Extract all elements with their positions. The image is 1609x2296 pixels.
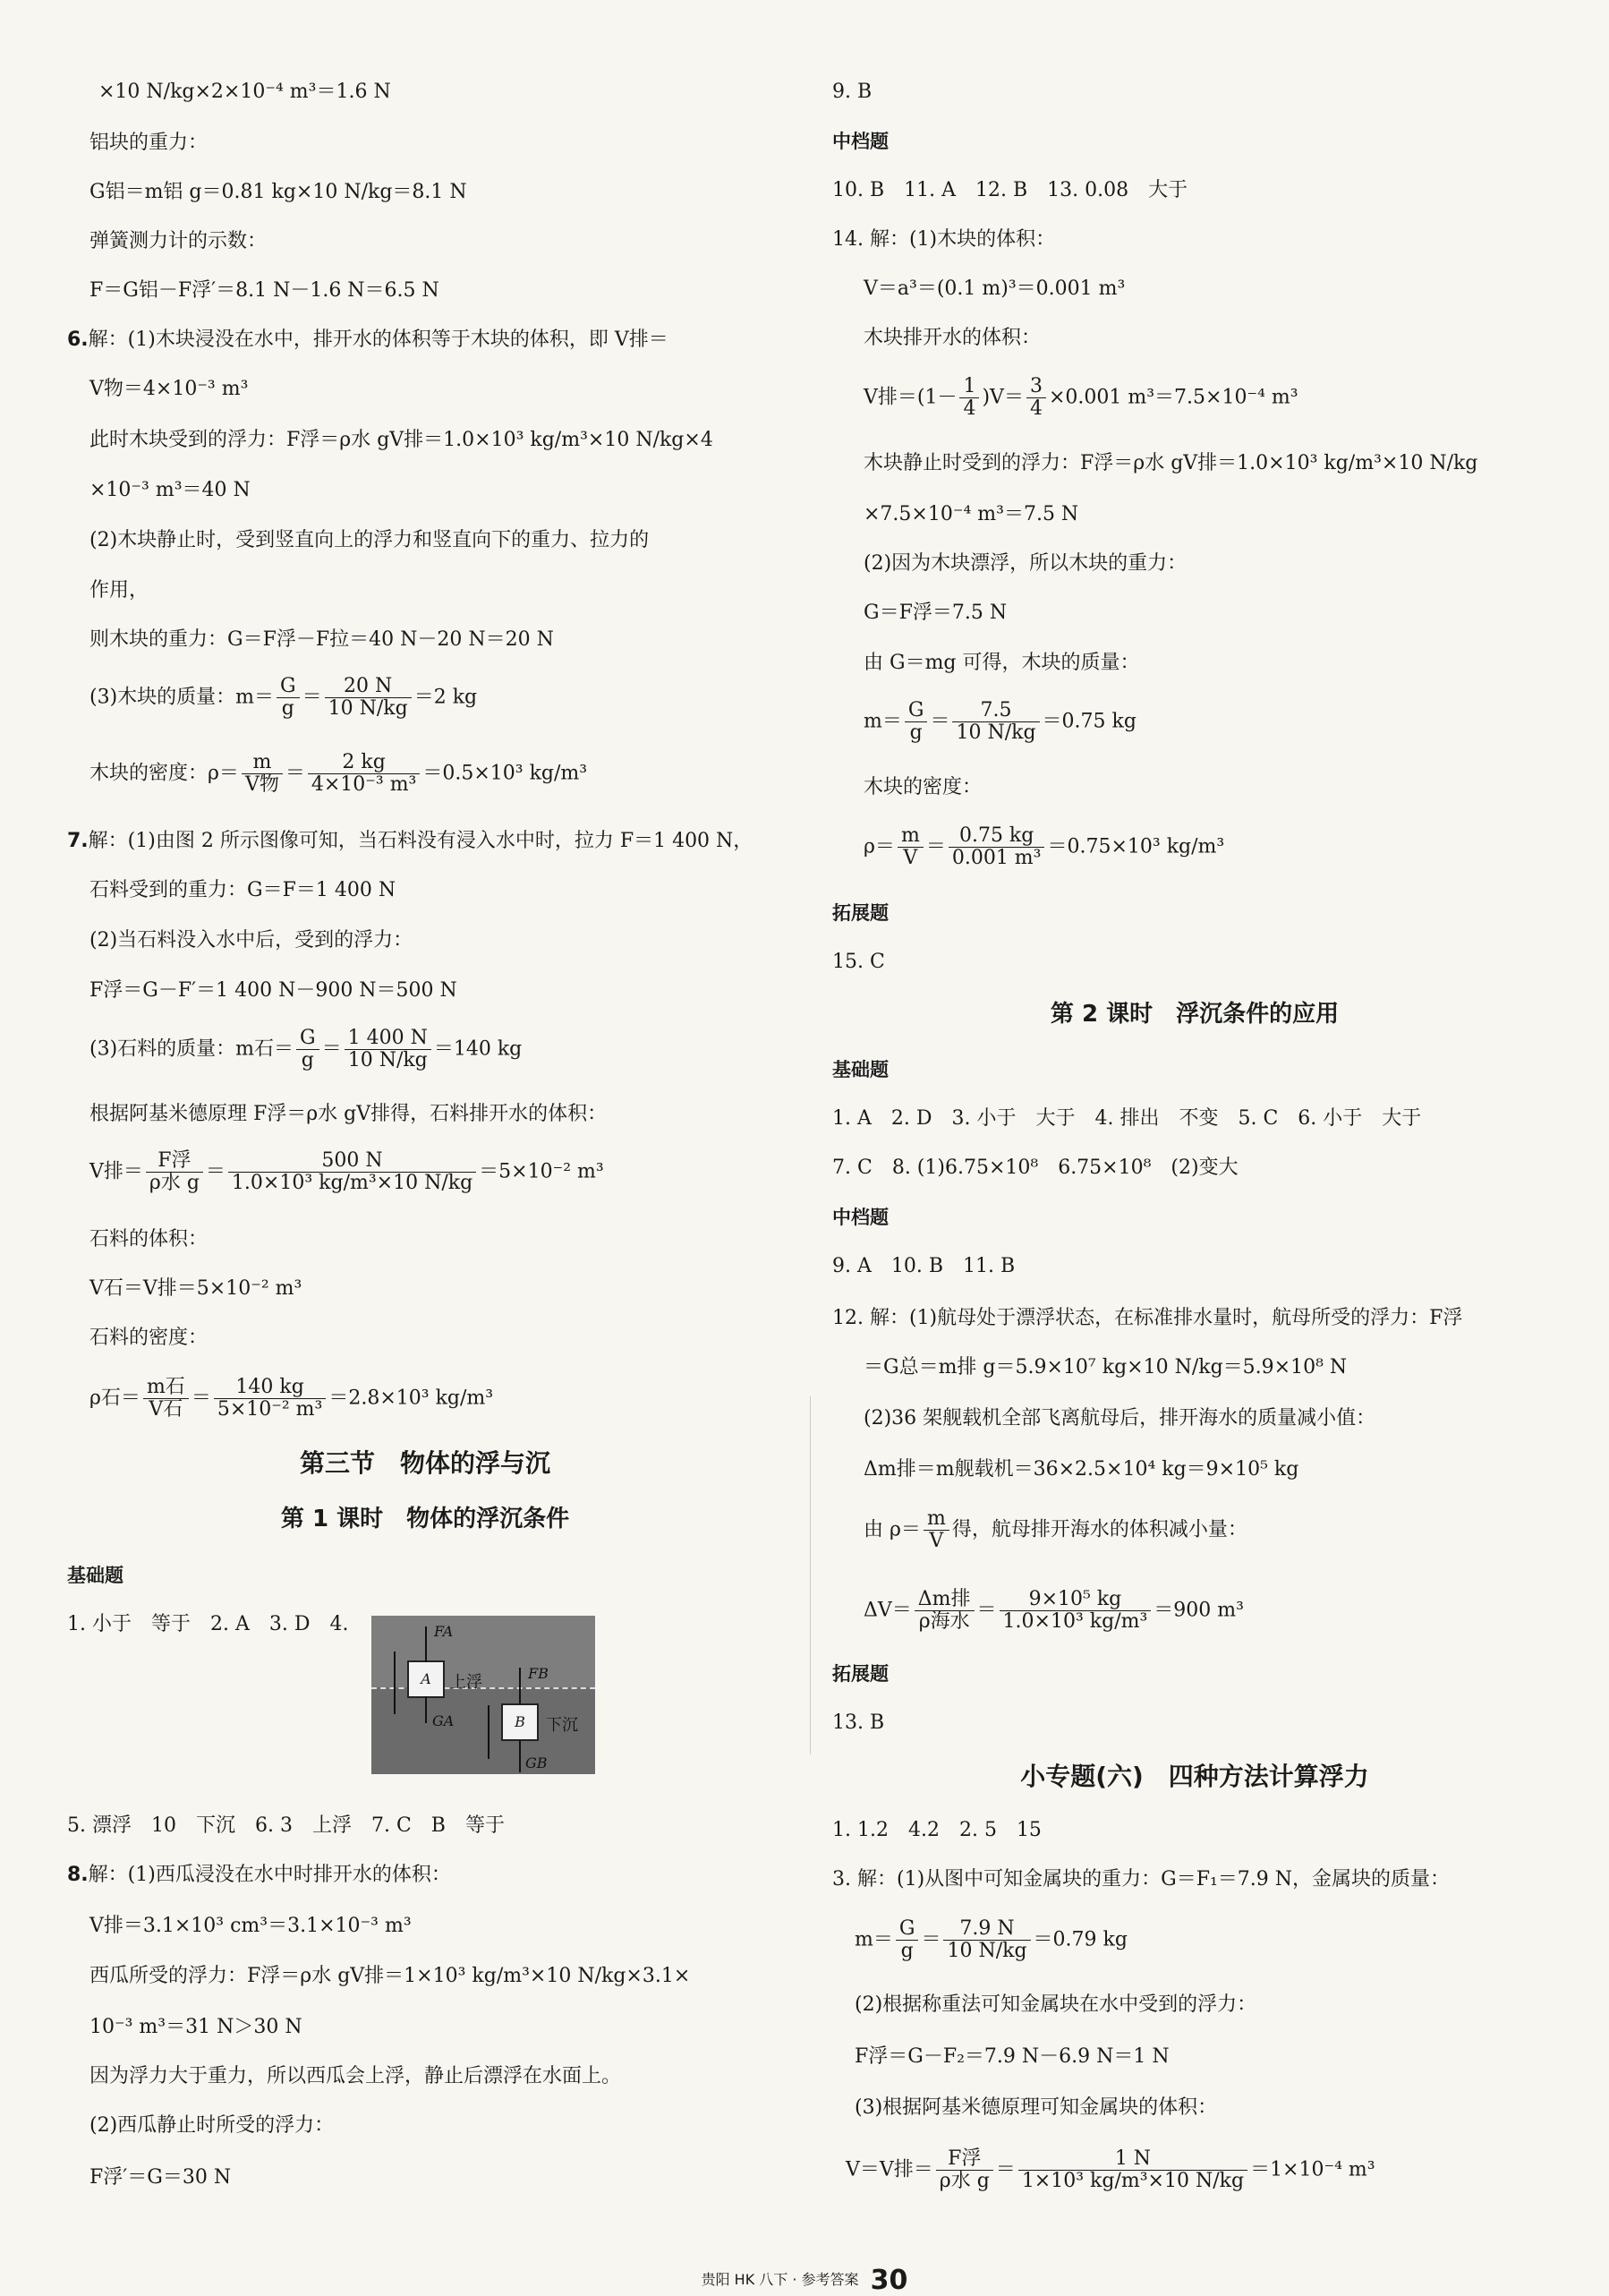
fraction: $\frac{\text{F浮}}{\text{ρ水 g}}$ (146, 1150, 203, 1194)
fraction: $\frac{\text{F浮}}{\text{ρ水 g}}$ (936, 2148, 993, 2192)
label-down: 下沉 (546, 1716, 578, 1735)
block-b: B (501, 1703, 539, 1741)
text-line: 由 G＝mg 可得，木块的质量： (864, 652, 1140, 674)
text-line: 10⁻³ m³＝31 N＞30 N (89, 2016, 302, 2038)
fraction: $\frac{140 kg}{\text{5×10⁻² m³}}$ (214, 1377, 327, 1421)
fraction: $\frac{1}{4}$ (959, 376, 979, 420)
section-label-ext: 拓展题 (832, 1663, 889, 1685)
label-up: 上浮 (450, 1673, 482, 1692)
text-line: (3)根据阿基米德原理可知金属块的体积： (855, 2096, 1218, 2119)
section-label-basic: 基础题 (832, 1059, 889, 1080)
buoyancy-figure (371, 1616, 595, 1772)
formula-line: (3)木块的质量：m＝ $\frac{G}{g}$ ＝ $\frac{20 N}{10 N/kg}$ ＝2 kg (89, 675, 478, 720)
section-title: 第三节 物体的浮与沉 (299, 1448, 550, 1478)
force-arrow (425, 1696, 427, 1723)
section-label-mid: 中档题 (832, 131, 889, 152)
column-divider (810, 1396, 811, 1754)
down-arrow (488, 1705, 490, 1759)
fraction: $\frac{G}{g}$ (296, 1028, 319, 1071)
text-line: 石料的体积： (89, 1228, 209, 1250)
text-line: 弹簧测力计的示数： (89, 230, 268, 252)
topic-title: 小专题(六) 四种方法计算浮力 (1020, 1762, 1369, 1791)
text-line: (2)西瓜静止时所受的浮力： (89, 2114, 335, 2137)
label-fb: FB (528, 1665, 549, 1682)
text-line: (2)当石料没入水中后，受到的浮力： (89, 929, 413, 952)
footer-label: 贵阳 HK 八下 · 参考答案 (701, 2271, 859, 2288)
answer-line: 1. 小于 等于 2. A 3. D 4. (67, 1613, 349, 1635)
text-line: (2)36 架舰载机全部飞离航母后，排开海水的质量减小值： (864, 1407, 1376, 1430)
formula-line: ρ＝ $\frac{m}{V}$ ＝ $\frac{0.75 kg}{\text{0.001 m³}}$ ＝0.75×10³ kg/m³ (864, 824, 1225, 869)
question-6: 6.解：(1)木块浸没在水中，排开水的体积等于木块的体积，即 V排＝ (67, 329, 668, 351)
fraction: $\frac{1 400 N}{10 N/kg}$ (345, 1028, 431, 1071)
fraction: $\frac{7.9 N}{10 N/kg}$ (943, 1918, 1030, 1962)
fraction: $\frac{\text{9×10⁵ kg}}{\text{1.0×10³ kg/m³}}$ (1000, 1589, 1152, 1633)
block-a: A (407, 1660, 445, 1698)
question-7: 7.解：(1)由图 2 所示图像可知，当石料没有浸入水中时，拉力 F＝1 400 N， (67, 830, 753, 852)
fraction: $\frac{G}{g}$ (905, 700, 928, 744)
fraction: $\frac{m}{V}$ (924, 1508, 949, 1552)
formula-line: 由 ρ＝ $\frac{m}{V}$ 得，航母排开海水的体积减小量： (864, 1507, 1247, 1552)
page-number: 30 (870, 2265, 908, 2296)
text-line: F浮＝G－F′＝1 400 N－900 N＝500 N (89, 979, 457, 1002)
text-line: V石＝V排＝5×10⁻² m³ (89, 1277, 302, 1300)
label-ga: GA (432, 1712, 455, 1729)
label-gb: GB (525, 1754, 548, 1771)
text-line: ×10 N/kg×2×10⁻⁴ m³＝1.6 N (98, 81, 391, 103)
text-line: ×7.5×10⁻⁴ m³＝7.5 N (864, 503, 1079, 525)
formula-line: ρ石＝ $\frac{\text{m石}}{\text{V石}}$ ＝ $\frac{140 kg}{\text{5×10⁻² m³}}$ ＝2.8×10³ kg/m³ (89, 1376, 494, 1421)
answer-line: 13. B (832, 1711, 885, 1734)
page-footer (0, 2265, 1609, 2296)
text-line: 3. 解：(1)从图中可知金属块的重力：G＝F₁＝7.9 N，金属块的质量： (832, 1868, 1451, 1891)
text-line: 因为浮力大于重力，所以西瓜会上浮，静止后漂浮在水面上。 (89, 2065, 622, 2087)
fraction: $\frac{m}{V}$ (898, 825, 924, 869)
force-arrow (425, 1626, 427, 1662)
text-line: V排＝3.1×10³ cm³＝3.1×10⁻³ m³ (89, 1915, 412, 1937)
formula-line: ΔV＝ $\frac{\text{Δm排}}{\text{ρ海水}}$ ＝ $\frac{\text{9×10⁵ kg}}{\text{1.0×10³ kg/m³}}$ ＝900 m³ (864, 1588, 1244, 1633)
answer-line: 1. 1.2 4.2 2. 5 15 (832, 1819, 1042, 1841)
section-label-mid: 中档题 (832, 1207, 889, 1228)
label-fa: FA (434, 1623, 454, 1640)
fraction: $\frac{3}{4}$ (1026, 376, 1046, 420)
text-line: 西瓜所受的浮力：F浮＝ρ水 gV排＝1×10³ kg/m³×10 N/kg×3.1× (89, 1965, 691, 1987)
formula-line: (3)石料的质量：m石＝ $\frac{G}{g}$ ＝ $\frac{1 400 N}{10 N/kg}$ ＝140 kg (89, 1027, 523, 1071)
answer-line: 15. C (832, 951, 885, 973)
question-8: 8.解：(1)西瓜浸没在水中时排开水的体积： (67, 1864, 451, 1886)
formula-line: m＝ $\frac{G}{g}$ ＝ $\frac{7.9 N}{10 N/kg}$ ＝0.79 kg (855, 1917, 1128, 1962)
text-line: 作用， (89, 579, 149, 602)
text-line: 石料的密度： (89, 1327, 209, 1349)
fraction: $\frac{20 N}{10 N/kg}$ (325, 676, 412, 720)
text-line: V＝a³＝(0.1 m)³＝0.001 m³ (864, 277, 1126, 300)
formula-line: 木块的密度：ρ＝ $\frac{m}{\text{V物}}$ ＝ $\frac{2 kg}{\text{4×10⁻³ m³}}$ ＝0.5×10³ kg/m³ (89, 751, 588, 796)
force-arrow (519, 1668, 521, 1703)
formula-line: m＝ $\frac{G}{g}$ ＝ $\frac{7.5}{10 N/kg}$ ＝0.75 kg (864, 699, 1137, 744)
fraction: $\frac{G}{g}$ (277, 676, 300, 720)
answer-line: 5. 漂浮 10 下沉 6. 3 上浮 7. C B 等于 (67, 1814, 505, 1837)
answer-line: 7. C 8. (1)6.75×10⁸ 6.75×10⁸ (2)变大 (832, 1157, 1239, 1179)
text-line: V物＝4×10⁻³ m³ (89, 378, 249, 400)
answer-line: 9. B (832, 81, 873, 103)
formula-line: V排＝(1－ $\frac{1}{4}$ )V＝ $\frac{3}{4}$ ×0.001 m³＝7.5×10⁻⁴ m³ (864, 375, 1298, 420)
lesson-title: 第 2 课时 浮沉条件的应用 (1050, 1001, 1340, 1028)
text-line: (2)根据称重法可知金属块在水中受到的浮力： (855, 1993, 1257, 2016)
section-label-basic: 基础题 (67, 1565, 123, 1586)
answer-line: 1. A 2. D 3. 小于 大于 4. 排出 不变 5. C 6. 小于 大于 (832, 1107, 1422, 1130)
text-line: 木块排开水的体积： (864, 327, 1042, 349)
section-label-ext: 拓展题 (832, 902, 889, 924)
fraction: $\frac{G}{g}$ (896, 1918, 919, 1962)
fraction: $\frac{1 N}{\text{1×10³ kg/m³×10 N/kg}}$ (1018, 2148, 1247, 2192)
fraction: $\frac{0.75 kg}{\text{0.001 m³}}$ (949, 825, 1045, 869)
up-arrow (394, 1652, 396, 1714)
text-line: F浮′＝G＝30 N (89, 2166, 232, 2189)
force-arrow (519, 1741, 521, 1772)
fraction: $\frac{500 N}{\text{1.0×10³ kg/m³×10 N/kg}}$ (228, 1150, 476, 1194)
fraction: $\frac{m}{\text{V物}}$ (242, 752, 283, 796)
text-line: (2)因为木块漂浮，所以木块的重力： (864, 552, 1188, 575)
text-line: ×10⁻³ m³＝40 N (89, 479, 251, 501)
lesson-title: 第 1 课时 物体的浮沉条件 (280, 1506, 570, 1532)
text-line: 则木块的重力：G＝F浮－F拉＝40 N－20 N＝20 N (89, 628, 554, 651)
formula-line: V排＝ $\frac{\text{F浮}}{\text{ρ水 g}}$ ＝ $\frac{500 N}{\text{1.0×10³ kg/m³×10 N/kg}}$ ＝5×10⁻² m³ (89, 1149, 604, 1194)
text-line: F浮＝G－F₂＝7.9 N－6.9 N＝1 N (855, 2045, 1170, 2068)
text-line: (2)木块静止时，受到竖直向上的浮力和竖直向下的重力、拉力的 (89, 529, 650, 551)
text-line: 木块的密度： (864, 776, 983, 798)
text-line: G＝F浮＝7.5 N (864, 602, 1008, 624)
text-line: F＝G铝－F浮′＝8.1 N－1.6 N＝6.5 N (89, 279, 439, 302)
text-line: 14. 解：(1)木块的体积： (832, 228, 1056, 251)
text-line: 根据阿基米德原理 F浮＝ρ水 gV排得，石料排开水的体积： (89, 1103, 608, 1125)
answer-line: 9. A 10. B 11. B (832, 1255, 1016, 1277)
fraction: $\frac{7.5}{10 N/kg}$ (952, 700, 1039, 744)
text-line: 12. 解：(1)航母处于漂浮状态，在标准排水量时，航母所受的浮力：F浮 (832, 1307, 1463, 1329)
formula-line: V＝V排＝ $\frac{\text{F浮}}{\text{ρ水 g}}$ ＝ $\frac{1 N}{\text{1×10³ kg/m³×10 N/kg}}$ ＝1×10⁻⁴ m³ (846, 2147, 1375, 2192)
text-line: G铝＝m铝 g＝0.81 kg×10 N/kg＝8.1 N (89, 181, 467, 203)
fraction: $\frac{2 kg}{\text{4×10⁻³ m³}}$ (308, 752, 421, 796)
fraction: $\frac{\text{Δm排}}{\text{ρ海水}}$ (915, 1589, 975, 1633)
fraction: $\frac{\text{m石}}{\text{V石}}$ (143, 1377, 189, 1421)
text-line: ＝G总＝m排 g＝5.9×10⁷ kg×10 N/kg＝5.9×10⁸ N (864, 1356, 1348, 1378)
text-line: 木块静止时受到的浮力：F浮＝ρ水 gV排＝1.0×10³ kg/m³×10 N/kg (864, 452, 1478, 474)
text-line: 此时木块受到的浮力：F浮＝ρ水 gV排＝1.0×10³ kg/m³×10 N/kg×4 (89, 429, 713, 451)
text-line: 铝块的重力： (89, 132, 209, 154)
text-line: Δm排＝m舰载机＝36×2.5×10⁴ kg＝9×10⁵ kg (864, 1458, 1299, 1481)
answer-line: 10. B 11. A 12. B 13. 0.08 大于 (832, 179, 1188, 201)
text-line: 石料受到的重力：G＝F＝1 400 N (89, 879, 396, 901)
